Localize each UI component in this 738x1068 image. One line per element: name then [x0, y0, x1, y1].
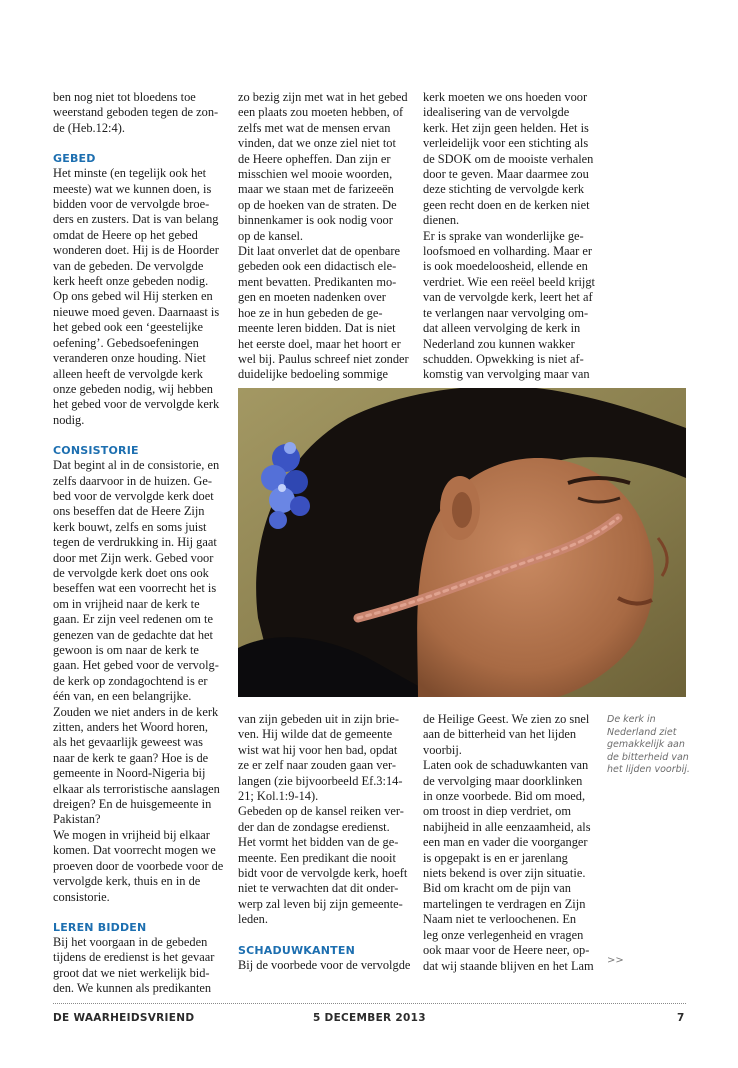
text-line: een man en vader die voorganger	[423, 835, 588, 850]
text-line: Gebeden op de kansel reiken ver-	[238, 804, 404, 819]
text-line: hoe ze in hun gebeden de ge-	[238, 305, 383, 320]
column-1	[53, 90, 231, 997]
text-line: weerstand geboden tegen de zon-	[53, 105, 219, 120]
text-line: geen recht doen en de kerken niet	[423, 197, 590, 212]
text-line: consistorie.	[53, 889, 110, 904]
text-line: op de kansel.	[238, 228, 304, 243]
heading-schaduwkanten: SCHADUWKANTEN	[238, 943, 355, 957]
text-line: meente leren bidden. Dat is niet	[238, 321, 396, 336]
text-line: naar de kerk te gaan? Hoe is de	[53, 750, 209, 765]
text-line: te verlangen naar vervolging om-	[423, 305, 589, 320]
text-line: ment bevatten. Predikanten mo-	[238, 274, 397, 289]
column-3-top-paragraph	[423, 90, 601, 383]
text-line: leg onze verlegenheid en vragen	[423, 927, 584, 942]
text-line: elkaar als terroristische aanslagen	[53, 781, 220, 796]
text-line: het lijden voorbij.	[607, 764, 690, 775]
text-line: zelfs met wat de mensen ervan	[238, 120, 391, 135]
text-line: zelfs daarvoor in de huizen. Ge-	[53, 473, 212, 488]
text-line: Bid om kracht om de pijn van	[423, 881, 571, 896]
footer-divider	[53, 1003, 686, 1004]
text-line: dreigen? En de huisgemeente in	[53, 797, 212, 812]
text-line: gemakkelijk aan	[607, 739, 685, 750]
text-line: de vervolgde kerk doet ons ook	[53, 565, 209, 580]
text-line: deze stichting de vervolgde kerk	[423, 182, 585, 197]
text-line: de kerk op zondagochtend is er	[53, 673, 208, 688]
text-line: gebeden ook een didactisch ele-	[238, 259, 397, 274]
text-line: één van, en een belangrijke.	[53, 689, 192, 704]
text-line: 21; Kol.1:9-14).	[238, 789, 319, 804]
text-line: zo bezig zijn met wat in het gebed	[238, 90, 408, 104]
text-line: wonderen doet. Hij is de Hoorder	[53, 243, 219, 258]
text-line: We mogen in vrijheid bij elkaar	[53, 827, 210, 842]
text-line: bidt voor de vervolgde kerk, hoeft	[238, 866, 408, 881]
text-line: ook maar voor de Heere neer, op-	[423, 943, 590, 958]
consistorie-paragraph	[53, 458, 231, 905]
text-line: ders en zusters. Dat is van belang	[53, 212, 219, 227]
text-line: den. We kunnen als predikanten	[53, 981, 212, 996]
text-line: van zijn gebeden uit in zijn brie-	[238, 712, 400, 726]
text-line: gewoon is om naar de kerk te	[53, 643, 199, 657]
text-line: meente. Een predikant die nooit	[238, 850, 396, 865]
text-line: gemeente in Noord-Nigeria bij	[53, 766, 206, 781]
column-2-top-paragraph	[238, 90, 416, 383]
text-line: Er is sprake van wonderlijke ge-	[423, 228, 584, 243]
gebed-paragraph	[53, 166, 231, 428]
photo-caption	[607, 714, 707, 777]
text-line: der dan de zondagse eredienst.	[238, 819, 390, 834]
text-line: kerk heeft onze gebeden nodig.	[53, 274, 209, 289]
text-line: bed voor de vervolgde kerk doet	[53, 488, 214, 503]
text-line: idealisering van de vervolgde	[423, 105, 570, 120]
column-3-bottom	[423, 712, 601, 974]
text-line: komstig van vervolging maar van	[423, 367, 590, 382]
text-line: Op ons gebed wil Hij sterken en	[53, 289, 213, 304]
text-line: Bij de voorbede voor de vervolgde	[238, 957, 411, 972]
text-line: nabijheid in alle eenzaamheid, als	[423, 819, 591, 834]
text-line: ven. Hij wilde dat de gemeente	[238, 727, 393, 742]
text-line: vinden, dat we onze ziel niet tot	[238, 136, 396, 151]
text-line: Nederland zou kunnen wakker	[423, 336, 575, 351]
text-line: beseffen wat een voorrecht het is	[53, 581, 217, 596]
text-line: loofsmoed en volharding. Maar er	[423, 244, 592, 259]
text-line: genezen van de gedachte dat het	[53, 627, 213, 642]
text-line: de bitterheid van	[607, 751, 689, 763]
text-line: is ook moedeloosheid, ellende en	[423, 259, 588, 274]
text-line: vervolgde kerk, thuis en in de	[53, 874, 201, 889]
text-line: ze er zelf naar zouden gaan ver-	[238, 758, 396, 773]
column-3-bottom-paragraph	[423, 712, 601, 974]
text-line: kerk. Het zijn geen helden. Het is	[423, 120, 589, 135]
text-line: van de gebeden. De vervolgde	[53, 258, 204, 273]
text-line: alleen heeft de vervolgde kerk	[53, 366, 203, 381]
text-line: Dit laat onverlet dat de openbare	[238, 244, 401, 259]
text-line: verleidelijk voor een stichting als	[423, 136, 589, 151]
column-2-bottom	[238, 712, 416, 973]
text-line: van de vervolgde kerk, leert het af	[423, 290, 593, 305]
text-line: martelingen te verdragen en Zijn	[423, 896, 586, 911]
text-line: Zouden we niet anders in de kerk	[53, 704, 219, 719]
text-line: verdriet. Wie een reëel beeld krijgt	[423, 274, 595, 289]
text-line: op de hoeken van de straten. De	[238, 197, 397, 212]
text-line: als het gevaarlijk geweest was	[53, 735, 204, 750]
text-line: kerk bouwt, zelfs en soms juist	[53, 519, 207, 534]
text-line: omdat de Heere op het gebed	[53, 227, 198, 242]
text-line: langen (zie bijvoorbeeld Ef.3:14-	[238, 773, 403, 788]
heading-leren-bidden: LEREN BIDDEN	[53, 920, 147, 934]
text-line: is opgepakt is en er jarenlang	[423, 850, 568, 865]
text-line: de Heere opheffen. Dan zijn er	[238, 151, 391, 166]
text-line: maar we staan met de farizeeën	[238, 182, 394, 197]
text-line: Dat begint al in de consistorie, en	[53, 458, 220, 473]
text-line: Pakistan?	[53, 812, 101, 827]
footer-date: 5 DECEMBER 2013	[313, 1012, 426, 1024]
text-line: het gebed ook een ‘geestelijke	[53, 320, 204, 335]
heading-gebed: GEBED	[53, 152, 96, 166]
text-line: wist wat hij voor hen bad, opdat	[238, 742, 398, 757]
text-line: proeven door de voorbede voor de	[53, 858, 224, 873]
text-line: De kerk in	[607, 714, 656, 725]
photo-girl-with-scar	[238, 388, 686, 697]
text-line: bidden voor de vervolgde broe-	[53, 197, 210, 212]
text-line: aan de bitterheid van het lijden	[423, 727, 577, 742]
text-line: binnenkamer is ook nodig voor	[238, 213, 393, 228]
text-line: de vervolging maar doorklinken	[423, 773, 583, 788]
text-line: duidelijke bedoeling sommige	[238, 367, 389, 382]
text-line: Nederland ziet	[607, 726, 677, 738]
text-line: kerk moeten we ons hoeden voor	[423, 90, 588, 104]
text-line: ben nog niet tot bloedens toe	[53, 90, 196, 104]
text-line: gaan. Er zijn veel redenen om te	[53, 612, 213, 627]
text-line: dat wij staande blijven en het Lam	[423, 958, 594, 973]
continuation-mark: >>	[607, 955, 624, 966]
text-line: de (Heb.12:4).	[53, 120, 125, 135]
text-line: in onze voorbede. Bid om moed,	[423, 789, 586, 804]
text-line: zitten, anders het Woord horen,	[53, 720, 208, 735]
text-line: Het minste (en tegelijk ook het	[53, 166, 207, 181]
text-line: niets bekend is over zijn situatie.	[423, 866, 586, 881]
text-line: komen. Dat voorrecht mogen we	[53, 843, 216, 858]
text-line: om in vrijheid naar de kerk te	[53, 596, 200, 611]
text-line: Het vormt het bidden van de ge-	[238, 835, 399, 850]
text-line: meeste) wat we kunnen doen, is	[53, 181, 212, 196]
leren-bidden-paragraph	[53, 935, 231, 997]
heading-consistorie: CONSISTORIE	[53, 444, 139, 458]
text-line: Laten ook de schaduwkanten van	[423, 758, 589, 773]
text-line: onze gebeden nodig, wij hebben	[53, 381, 213, 396]
text-line: wel bij. Paulus schreef niet zonder	[238, 351, 409, 366]
text-line: dat alleen vervolging de kerk in	[423, 321, 581, 336]
text-line: dienen.	[423, 213, 460, 228]
text-line: leden.	[238, 912, 268, 927]
text-line: om troost in diep verdriet, om	[423, 804, 571, 819]
text-line: nodig.	[53, 412, 85, 427]
text-line: voorbij.	[423, 742, 462, 757]
column-2-bottom-paragraph	[238, 712, 416, 928]
text-line: door te geven. Maar daarmee zou	[423, 167, 589, 182]
column-3-top	[423, 90, 601, 383]
column-2-top	[238, 90, 416, 383]
text-line: misschien wel mooie woorden,	[238, 167, 393, 182]
text-line: veranderen onze houding. Niet	[53, 351, 206, 366]
article-photo	[238, 388, 686, 697]
footer-magazine-name: DE WAARHEIDSVRIEND	[53, 1012, 195, 1024]
text-line: Naam niet te verloochenen. En	[423, 912, 577, 927]
text-line: het eerste doel, maar het hoort er	[238, 336, 401, 351]
text-line: gen en moeten nadenken over	[238, 290, 386, 305]
text-line: oefening’. Gebedsoefeningen	[53, 335, 199, 350]
text-line: groot dat we niet werkelijk bid-	[53, 965, 210, 980]
text-line: door met Zijn werk. Gebed voor	[53, 550, 214, 565]
text-line: nieuwe moed geven. Daarnaast is	[53, 304, 220, 319]
intro-paragraph	[53, 90, 231, 136]
text-line: de SDOK om de mooiste verhalen	[423, 151, 594, 166]
text-line: een plaats zou moeten hebben, of	[238, 105, 404, 120]
schaduwkanten-paragraph	[238, 958, 416, 973]
text-line: tijdens de eredienst is het gevaar	[53, 950, 215, 965]
text-line: tegen de verdrukking in. Hij gaat	[53, 535, 217, 550]
text-line: werp zal leven bij zijn gemeente-	[238, 896, 403, 911]
footer-page-number: 7	[677, 1012, 685, 1024]
text-line: de Heilige Geest. We zien zo snel	[423, 712, 590, 726]
text-line: schudden. Opwekking is niet af-	[423, 351, 584, 366]
text-line: gaan. Het gebed voor de vervolg-	[53, 658, 219, 673]
text-line: niet te verwachten dat dit onder-	[238, 881, 399, 896]
text-line: Bij het voorgaan in de gebeden	[53, 934, 208, 949]
text-line: ons beseffen dat de Heere Zijn	[53, 504, 205, 519]
text-line: het gebed voor de vervolgde kerk	[53, 397, 220, 412]
